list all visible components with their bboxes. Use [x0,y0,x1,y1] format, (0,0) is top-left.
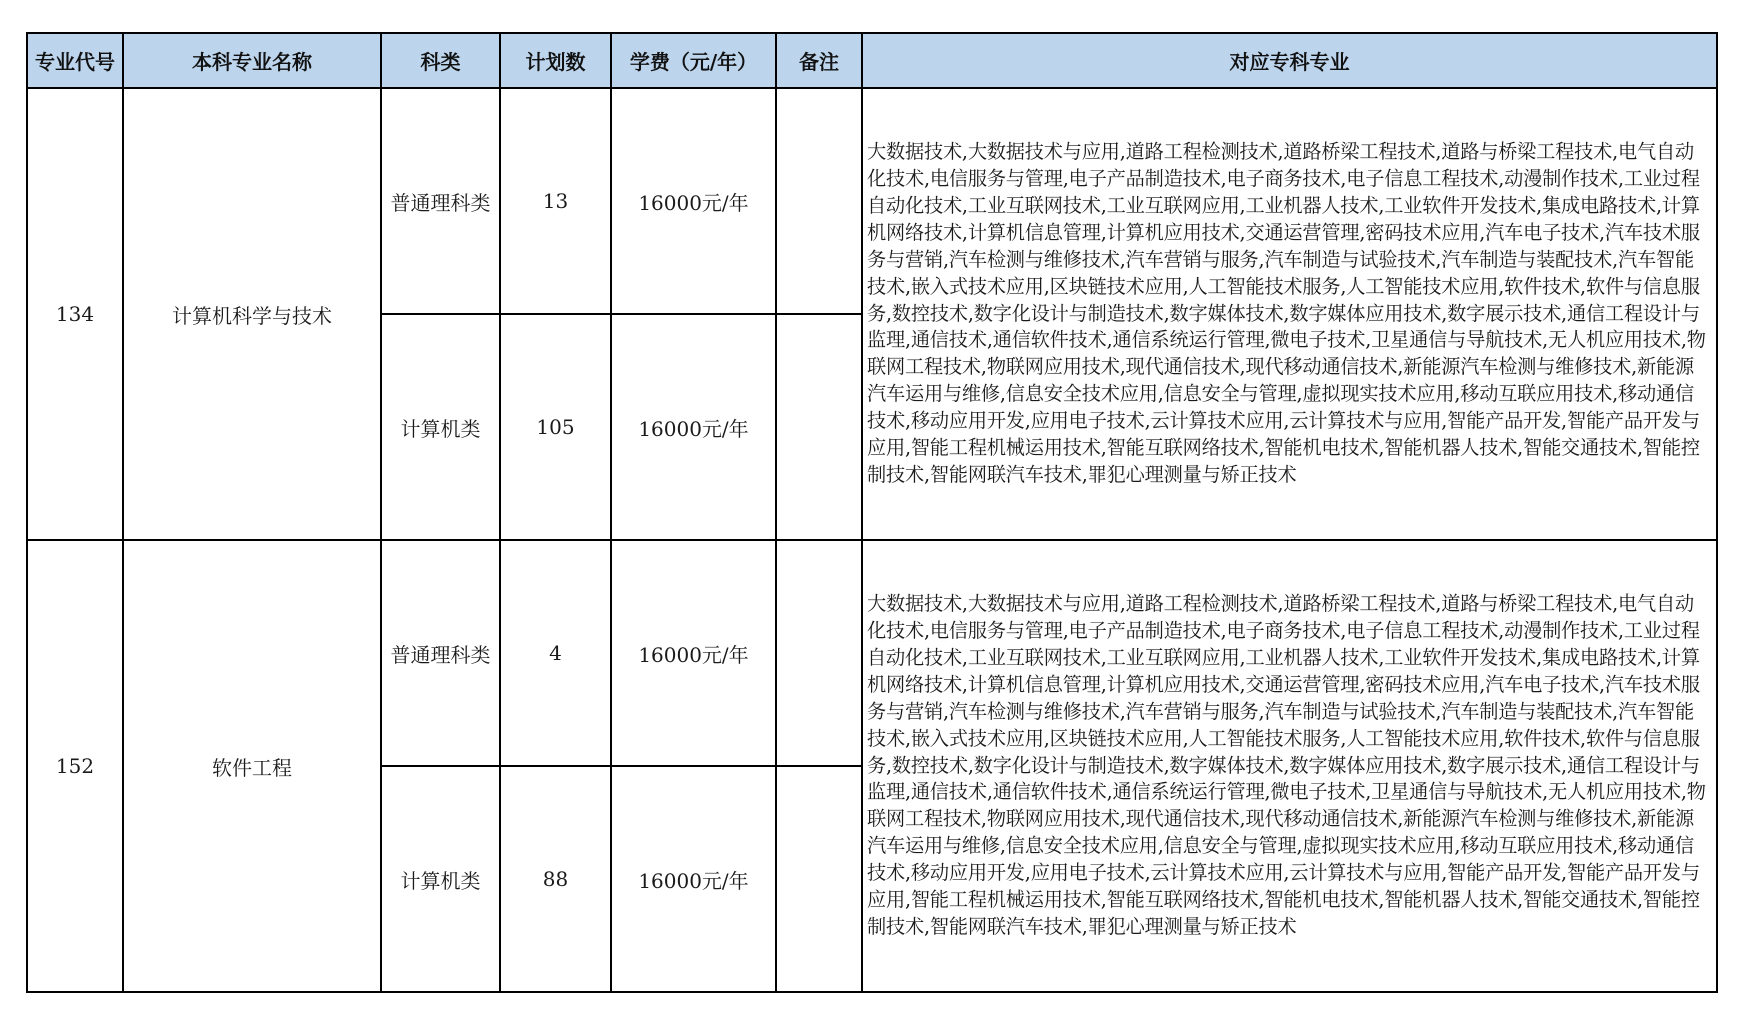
note-cell [776,88,862,314]
category-cell: 普通理科类 [381,540,500,766]
header-category: 科类 [381,33,500,88]
related-majors-cell: 大数据技术,大数据技术与应用,道路工程检测技术,道路桥梁工程技术,道路与桥梁工程技术,电气自动化技术,电信服务与管理,电子产品制造技术,电子商务技术,电子信息工程技术,动漫制作技术,工业过程自动化技术,工业互联网技术,工业互联网应用,工业机器人技术,工业软件开发技术,集成电路技术,计算机网络技术,计算机信息管理,计算机应用技术,交通运营管理,密码技术应用,汽车电子技术,汽车技术服务与营销,汽车检测与维修技术,汽车营销与服务,汽车制造与试验技术,汽车制造与装配技术,汽车智能技术,嵌入式技术应用,区块链技术应用,人工智能技术服务,人工智能技术应用,软件技术,软件与信息服务,数控技术,数字化设计与制造技术,数字媒体技术,数字媒体应用技术,数字展示技术,通信工程设计与监理,通信技术,通信软件技术,通信系统运行管理,微电子技术,卫星通信与导航技术,无人机应用技术,物联网工程技术,物联网应用技术,现代通信技术,现代移动通信技术,新能源汽车检测与维修技术,新能源汽车运用与维修,信息安全技术应用,信息安全与管理,虚拟现实技术应用,移动互联应用技术,移动通信技术,移动应用开发,应用电子技术,云计算技术应用,云计算技术与应用,智能产品开发,智能产品开发与应用,智能工程机械运用技术,智能互联网络技术,智能机电技术,智能机器人技术,智能交通技术,智能控制技术,智能网联汽车技术,罪犯心理测量与矫正技术 [862,540,1717,992]
plan-count-cell: 4 [500,540,611,766]
major-name-cell: 计算机科学与技术 [123,88,381,540]
major-code-cell: 152 [27,540,123,992]
category-cell: 计算机类 [381,766,500,992]
header-related-majors: 对应专科专业 [862,33,1717,88]
note-cell [776,766,862,992]
note-cell [776,314,862,540]
plan-count-cell: 13 [500,88,611,314]
category-cell: 普通理科类 [381,88,500,314]
enrollment-plan-document [26,32,1718,993]
header-row [27,33,1717,88]
plan-count-cell: 88 [500,766,611,992]
header-major-code: 专业代号 [27,33,123,88]
header-tuition: 学费（元/年） [611,33,776,88]
tuition-cell: 16000元/年 [611,314,776,540]
major-name-cell: 软件工程 [123,540,381,992]
related-majors-cell: 大数据技术,大数据技术与应用,道路工程检测技术,道路桥梁工程技术,道路与桥梁工程技术,电气自动化技术,电信服务与管理,电子产品制造技术,电子商务技术,电子信息工程技术,动漫制作技术,工业过程自动化技术,工业互联网技术,工业互联网应用,工业机器人技术,工业软件开发技术,集成电路技术,计算机网络技术,计算机信息管理,计算机应用技术,交通运营管理,密码技术应用,汽车电子技术,汽车技术服务与营销,汽车检测与维修技术,汽车营销与服务,汽车制造与试验技术,汽车制造与装配技术,汽车智能技术,嵌入式技术应用,区块链技术应用,人工智能技术服务,人工智能技术应用,软件技术,软件与信息服务,数控技术,数字化设计与制造技术,数字媒体技术,数字媒体应用技术,数字展示技术,通信工程设计与监理,通信技术,通信软件技术,通信系统运行管理,微电子技术,卫星通信与导航技术,无人机应用技术,物联网工程技术,物联网应用技术,现代通信技术,现代移动通信技术,新能源汽车检测与维修技术,新能源汽车运用与维修,信息安全技术应用,信息安全与管理,虚拟现实技术应用,移动互联应用技术,移动通信技术,移动应用开发,应用电子技术,云计算技术应用,云计算技术与应用,智能产品开发,智能产品开发与应用,智能工程机械运用技术,智能互联网络技术,智能机电技术,智能机器人技术,智能交通技术,智能控制技术,智能网联汽车技术,罪犯心理测量与矫正技术 [862,88,1717,540]
header-plan-count: 计划数 [500,33,611,88]
tuition-cell: 16000元/年 [611,540,776,766]
table-row [27,88,1717,314]
enrollment-plan-table [26,32,1718,993]
header-major-name: 本科专业名称 [123,33,381,88]
category-cell: 计算机类 [381,314,500,540]
plan-count-cell: 105 [500,314,611,540]
tuition-cell: 16000元/年 [611,766,776,992]
note-cell [776,540,862,766]
tuition-cell: 16000元/年 [611,88,776,314]
major-code-cell: 134 [27,88,123,540]
table-row [27,540,1717,766]
header-note: 备注 [776,33,862,88]
